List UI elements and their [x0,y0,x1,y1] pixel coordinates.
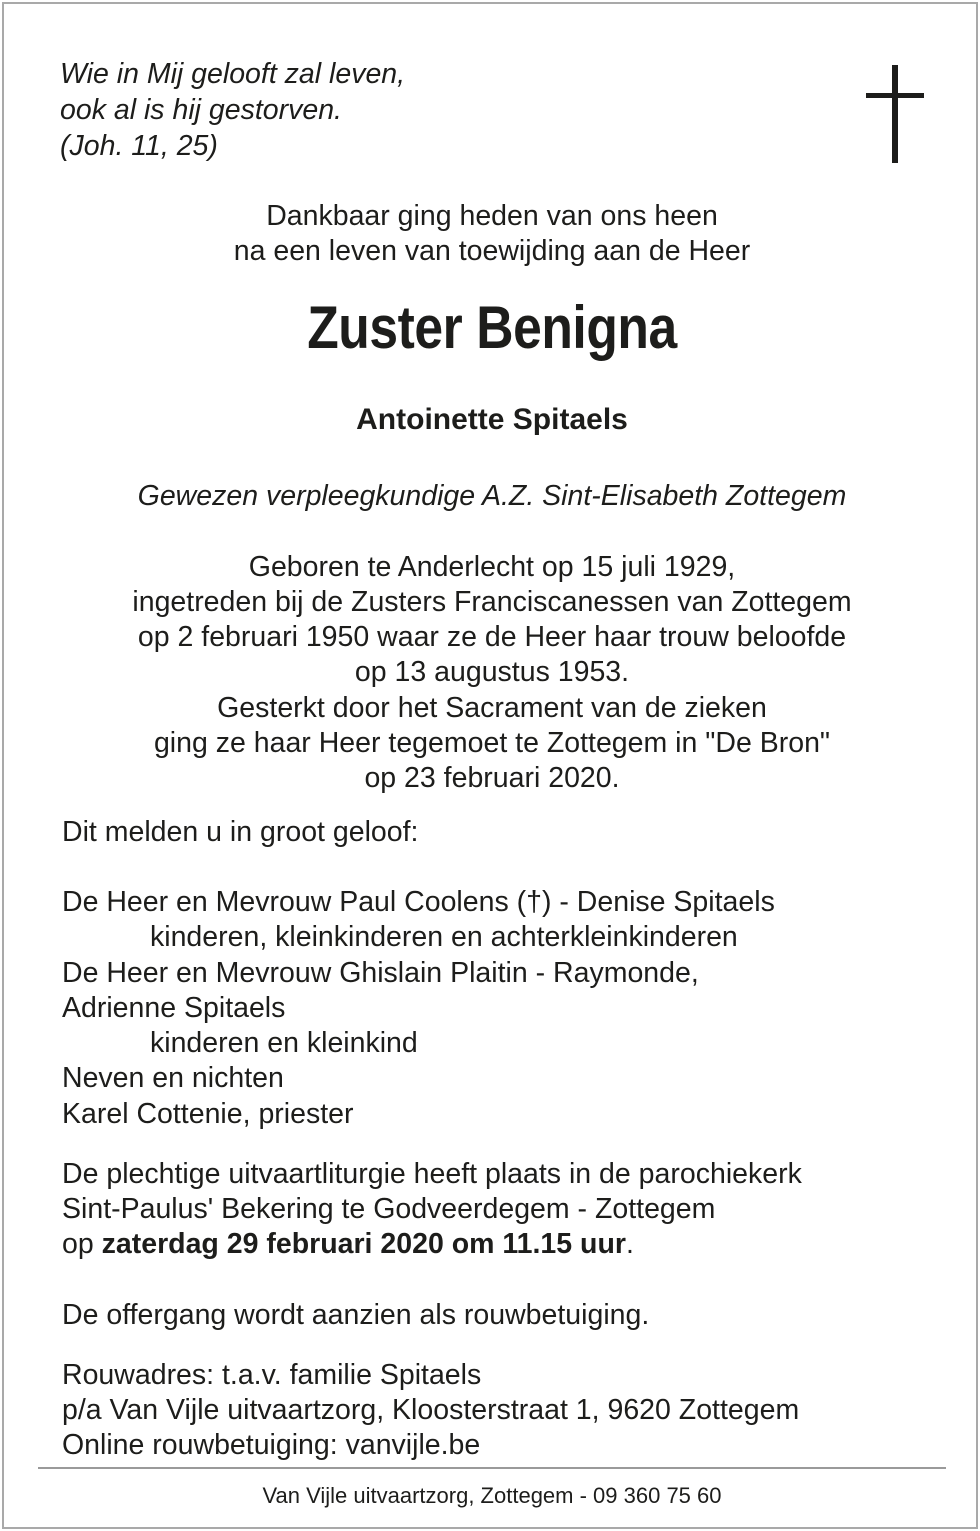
occupation: Gewezen verpleegkundige A.Z. Sint-Elisabeth Zottegem [137,480,847,512]
latin-cross-icon [866,65,924,163]
family-line: kinderen en kleinkind [150,1027,418,1059]
biography-line: ging ze haar Heer tegemoet te Zottegem in "De Bron" [153,727,831,759]
family-line: kinderen, kleinkinderen en achterkleinkinderen [150,921,738,953]
biography-line: op 23 februari 2020. [364,762,620,794]
address-line: Online rouwbetuiging: vanvijle.be [62,1429,481,1461]
offering-note: De offergang wordt aanzien als rouwbetuiging. [62,1299,650,1331]
intro-line: na een leven van toewijding aan de Heer [233,235,751,267]
address-line: p/a Van Vijle uitvaartzorg, Kloosterstraat 1, 9620 Zottegem [62,1394,800,1426]
funeral-date: zaterdag 29 februari 2020 om 11.15 uur [101,1228,626,1260]
footer-funeral-home: Van Vijle uitvaartzorg, Zottegem - 09 360 75 60 [262,1483,722,1508]
funeral-date-suffix: . [625,1228,634,1260]
funeral-line: Sint-Paulus' Bekering te Godveerdegem - Zottegem [62,1193,716,1225]
verse-line: Wie in Mij gelooft zal leven, [60,58,406,90]
family-line: De Heer en Mevrouw Paul Coolens (†) - Denise Spitaels [62,886,775,918]
address-line: Rouwadres: t.a.v. familie Spitaels [62,1359,482,1391]
civil-name: Antoinette Spitaels [356,403,628,436]
family-line: Karel Cottenie, priester [62,1098,354,1130]
verse-reference: (Joh. 11, 25) [60,130,218,162]
bible-verse [60,56,405,164]
biography-line: op 2 februari 1950 waar ze de Heer haar trouw beloofde [137,621,847,653]
funeral-date-prefix: op [62,1228,102,1260]
announcement: Dit melden u in groot geloof: [62,816,419,848]
biography-line: Gesterkt door het Sacrament van de zieken [217,692,767,724]
biography-line: ingetreden bij de Zusters Franciscanessen van Zottegem [132,586,852,618]
deceased-name: Zuster Benigna [307,294,677,361]
obituary-card [2,2,978,1529]
intro-line: Dankbaar ging heden van ons heen [266,200,718,232]
family-line: Adrienne Spitaels [62,992,286,1024]
verse-line: ook al is hij gestorven. [60,94,342,126]
funeral-line: De plechtige uitvaartliturgie heeft plaats in de parochiekerk [62,1158,802,1190]
funeral-date-line [62,1227,634,1262]
biography-line: Geboren te Anderlecht op 15 juli 1929, [248,551,736,583]
biography-line: op 13 augustus 1953. [354,656,630,688]
family-line: Neven en nichten [62,1062,284,1094]
family-line: De Heer en Mevrouw Ghislain Plaitin - Raymonde, [62,957,699,989]
footer-divider [38,1467,946,1469]
